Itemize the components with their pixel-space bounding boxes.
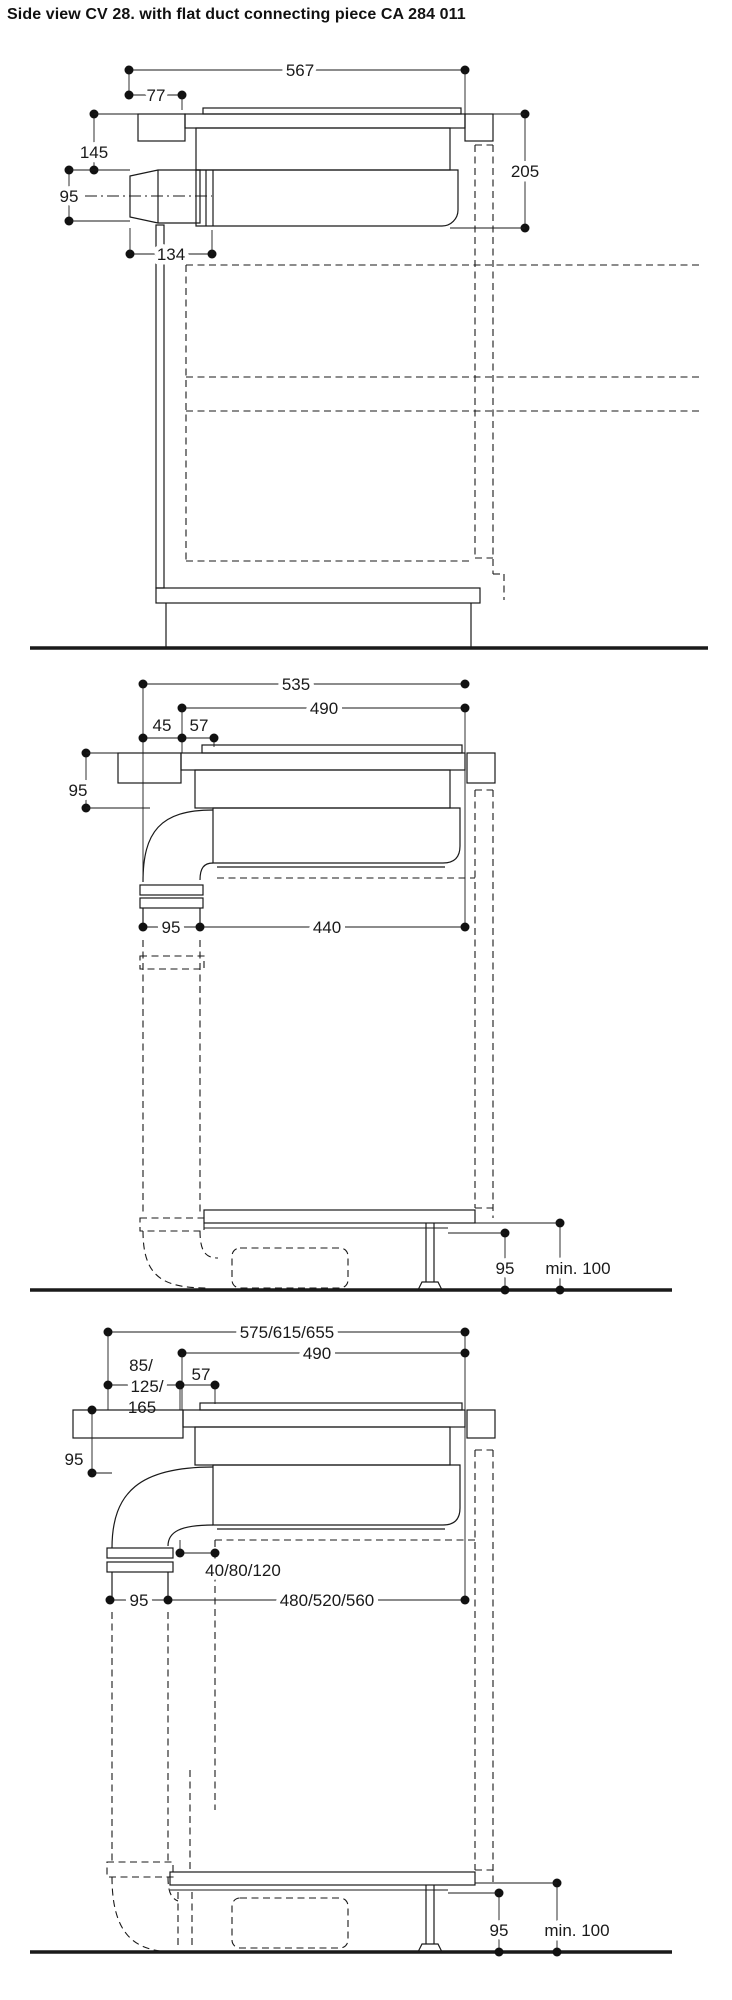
dashed-duct-space	[186, 145, 700, 600]
dim-label-480-520-560: 480/520/560	[279, 1591, 375, 1610]
dim-label-95-plinth: 95	[495, 1259, 515, 1278]
cabinet-bottom-hatch	[204, 1210, 475, 1223]
diagram-2-elbow-down	[0, 660, 732, 1310]
cooktop-body	[181, 745, 465, 867]
duct-coupling-ring	[140, 885, 203, 895]
dim-label-95-duct: 95	[161, 918, 181, 937]
hidden-elbow-outer	[143, 1231, 207, 1288]
duct-coupling-hidden	[140, 1218, 204, 1231]
adjustable-foot	[418, 1223, 442, 1290]
dim-label-440: 440	[312, 918, 342, 937]
dim-label-40-80-120: 40/80/120	[205, 1561, 281, 1580]
flat-duct-on-floor	[232, 1898, 348, 1948]
dim-label-165: 165	[127, 1398, 157, 1417]
dim-label-77: 77	[146, 86, 166, 105]
duct-coupling-ring	[140, 898, 203, 908]
dim-label-134: 134	[156, 245, 186, 264]
dim-label-490: 490	[309, 699, 339, 718]
dashed-duct-space	[190, 1450, 493, 1882]
flat-duct-connector	[85, 170, 212, 223]
adjustable-foot	[418, 1885, 442, 1952]
cooktop-body	[183, 1403, 465, 1529]
cooktop-body	[185, 108, 465, 226]
dim-label-125: 125/	[130, 1377, 164, 1396]
dim-label-145: 145	[79, 143, 109, 162]
countertop-left-section	[118, 753, 181, 783]
hidden-elbow-inner	[200, 1231, 218, 1258]
duct-coupling-ring	[107, 1548, 173, 1558]
dim-label-95-counter: 95	[64, 1450, 84, 1469]
dim-label-57: 57	[189, 716, 209, 735]
dim-label-567: 567	[285, 61, 315, 80]
countertop-right-section	[467, 753, 495, 783]
rear-wall-hatch	[156, 225, 164, 588]
dim-label-95-duct: 95	[59, 187, 79, 206]
dim-label-57: 57	[191, 1365, 211, 1384]
dimensions	[69, 675, 611, 1295]
dim-label-575-615-655: 575/615/655	[239, 1323, 335, 1342]
countertop-left-section	[138, 114, 185, 141]
diagram-3-offset-duct	[0, 1310, 732, 2000]
dim-label-535: 535	[281, 675, 311, 694]
dim-label-95-duct: 95	[129, 1591, 149, 1610]
dim-label-min100: min. 100	[544, 1921, 610, 1940]
flat-duct-on-floor	[232, 1248, 348, 1288]
duct-coupling-hidden	[140, 956, 204, 969]
duct-coupling-ring	[107, 1562, 173, 1572]
countertop-right-section	[467, 1410, 495, 1438]
cabinet-bottom-hatch	[156, 588, 480, 603]
cabinet-bottom-hatch	[170, 1872, 475, 1885]
countertop-right-section	[465, 114, 493, 141]
hidden-elbow-outer	[112, 1877, 175, 1952]
duct-coupling-hidden	[107, 1862, 173, 1877]
dim-label-85: 85/	[129, 1356, 153, 1375]
diagram-1-flat-duct-rear	[0, 58, 732, 660]
page-title: Side view CV 28. with flat duct connecting piece CA 284 011	[7, 6, 466, 23]
elbow-duct	[140, 810, 348, 1288]
dim-label-490: 490	[302, 1344, 332, 1363]
dim-label-205: 205	[510, 162, 540, 181]
dim-label-95-counter: 95	[68, 781, 88, 800]
dim-label-95-plinth: 95	[489, 1921, 509, 1940]
dim-label-min100: min. 100	[545, 1259, 611, 1278]
dashed-duct-space	[217, 790, 493, 1218]
dimensions	[60, 61, 540, 264]
dim-label-45: 45	[152, 716, 172, 735]
